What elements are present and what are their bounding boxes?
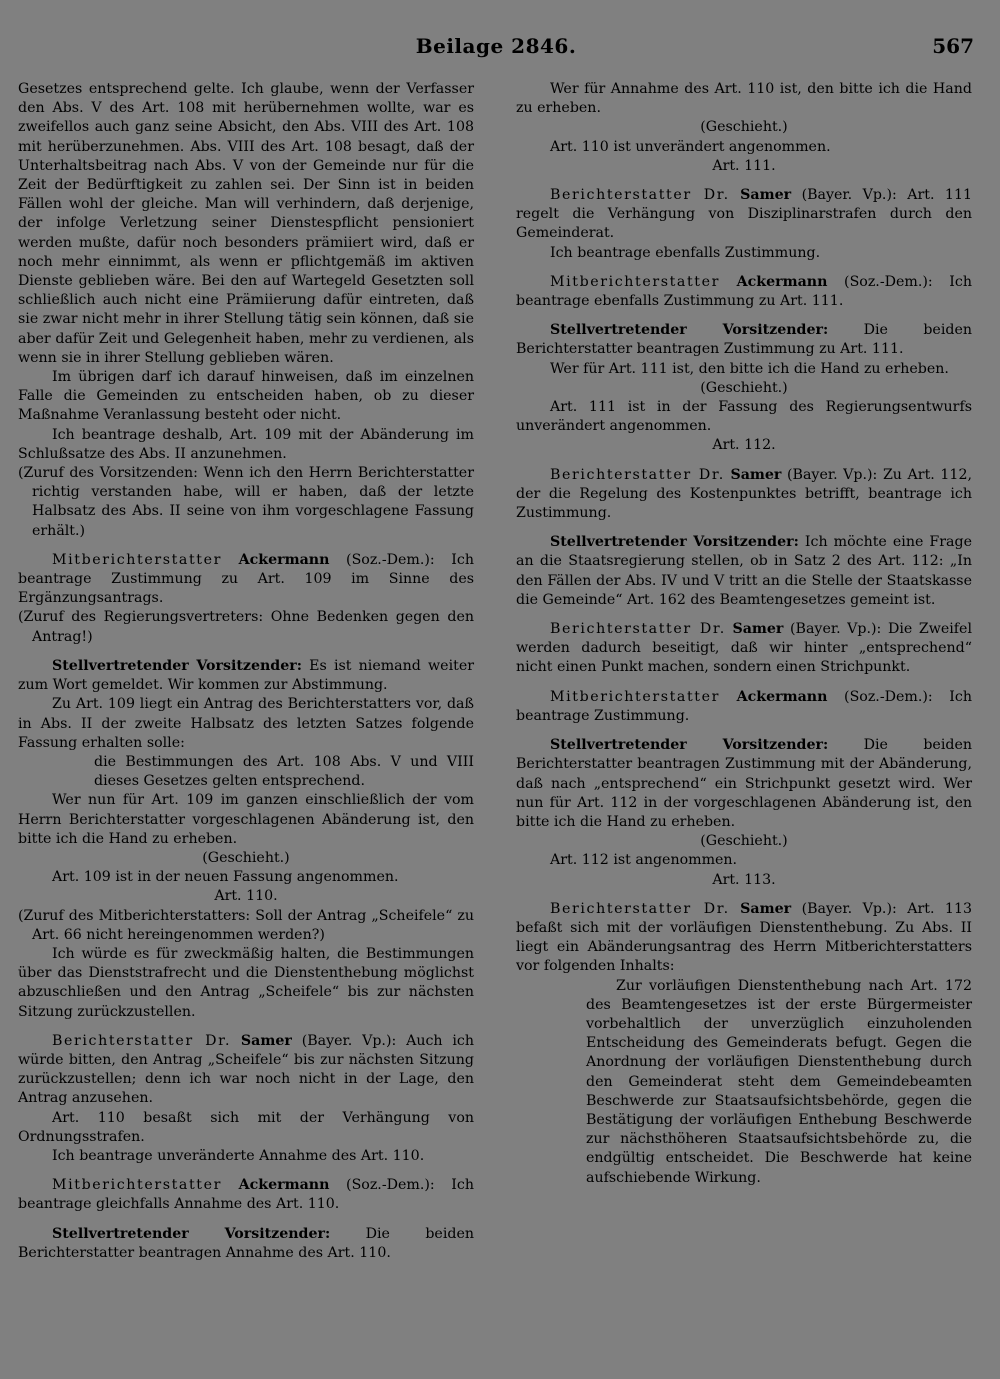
speech xyxy=(18,1176,474,1214)
paragraph: Ich würde es für zweckmäßig halten, die Bestimmungen über das Dienststrafrecht und die Dienstenthebung möglichst abzuschließen und den Antrag „Scheifele“ bis zur nächsten Sitzung zurückzustellen. xyxy=(18,945,474,1020)
speech-text: Die beiden Berichterstatter beantragen Annahme des Art. 110. xyxy=(18,1225,474,1261)
speech xyxy=(516,466,972,524)
speaker-name: Ackermann xyxy=(736,688,828,705)
paragraph: Art. 110 ist unverändert angenommen. xyxy=(550,138,831,155)
paragraph: Zu Art. 109 liegt ein Antrag des Berichterstatters vor, daß in Abs. II der zweite Halbsatz des letzten Satzes folgende Fassung erhalten solle: xyxy=(18,696,474,751)
speech-text: (Bayer. Vp.): Auch ich würde bitten, den Antrag „Scheifele“ bis zur nächsten Sitzung zurückzustellen; denn ich war noch nicht in der Lage, den Antrag anzusehen. xyxy=(18,1032,475,1107)
left-column xyxy=(18,80,474,1263)
speech-text: (Bayer. Vp.): Art. 111 regelt die Verhängung von Disziplinarstrafen durch den Gemeinderat. xyxy=(516,187,972,242)
page-header xyxy=(18,34,974,62)
paragraph: Wer für Annahme des Art. 110 ist, den bitte ich die Hand zu erheben. xyxy=(516,81,972,117)
quoted-text: die Bestimmungen des Art. 108 Abs. V und VIII dieses Gesetzes gelten entsprechend. xyxy=(94,753,474,790)
speech-text: Es ist niemand weiter zum Wort gemeldet. Wir kommen zur Abstimmung. xyxy=(18,657,474,694)
speech-text: (Bayer. Vp.): Die Zweifel werden dadurch beseitigt, daß wir hinter „entsprechend“ nicht einen Punkt machen, sondern einen Strichpunkt. xyxy=(516,621,972,676)
speech xyxy=(516,321,972,359)
interjection: (Zuruf des Mitberichterstatters: Soll der Antrag „Scheifele“ zu Art. 66 nicht hereingenommen werden?) xyxy=(18,907,474,943)
speech xyxy=(18,1225,474,1263)
speech xyxy=(18,657,474,695)
page-number: 567 xyxy=(932,34,974,58)
speech-text: (Soz.-Dem.): Ich beantrage Zustimmung. xyxy=(516,688,972,724)
speaker-role: Berichterstatter Dr. xyxy=(550,466,725,483)
paragraph: Art. 112 ist angenommen. xyxy=(550,852,738,869)
paragraph: Ich beantrage deshalb, Art. 109 mit der Abänderung im Schlußsatze des Abs. II anzunehmen. xyxy=(18,426,474,462)
section-heading: Art. 111. xyxy=(712,157,776,174)
paragraph: Wer für Art. 111 ist, den bitte ich die Hand zu erheben. xyxy=(550,360,949,377)
section-heading: Art. 113. xyxy=(712,871,776,888)
speaker-name: Ackermann xyxy=(238,551,330,568)
speech xyxy=(516,273,972,311)
speech xyxy=(516,533,972,610)
section-heading: Art. 110. xyxy=(214,888,278,905)
speech xyxy=(516,620,972,678)
speech-text: (Bayer. Vp.): Zu Art. 112, der die Regelung des Kostenpunktes betrifft, beantrage ich Zustimmung. xyxy=(516,466,972,522)
paragraph: Art. 109 ist in der neuen Fassung angenommen. xyxy=(52,869,399,886)
speaker-name: Samer xyxy=(732,621,784,638)
action-note: (Geschieht.) xyxy=(700,119,788,136)
paragraph: Ich beantrage ebenfalls Zustimmung. xyxy=(550,244,821,261)
speaker-name: Stellvertretender Vorsitzender: xyxy=(550,322,829,339)
action-note: (Geschieht.) xyxy=(700,379,788,396)
paragraph: Wer nun für Art. 109 im ganzen einschließlich der vom Herrn Berichterstatter vorgeschlagenen Abänderung ist, den bitte ich die Hand zu erheben. xyxy=(18,792,474,847)
speaker-role: Berichterstatter Dr. xyxy=(52,1032,232,1049)
paragraph: Art. 110 besaßt sich mit der Verhängung von Ordnungsstrafen. xyxy=(18,1109,474,1145)
speaker-role: Mitberichterstatter xyxy=(550,273,720,290)
interjection: (Zuruf des Vorsitzenden: Wenn ich den Herrn Berichterstatter richtig verstanden habe, will er haben, daß der letzte Halbsatz des Abs. II seine von ihm vorgeschlagene Fassung erhält.) xyxy=(18,465,474,539)
interjection: (Zuruf des Regierungsvertreters: Ohne Bedenken gegen den Antrag!) xyxy=(18,609,474,645)
speaker-role: Mitberichterstatter xyxy=(52,551,222,568)
speech xyxy=(516,688,972,726)
speech xyxy=(516,186,972,244)
action-note: (Geschieht.) xyxy=(700,833,788,850)
speaker-name: Samer xyxy=(240,1032,292,1049)
speech xyxy=(18,551,474,609)
speaker-name: Stellvertretender Vorsitzender: xyxy=(52,657,302,674)
right-column xyxy=(516,80,972,1188)
paragraph: Art. 111 ist in der Fassung des Regierungsentwurfs unverändert angenommen. xyxy=(516,399,972,435)
speech-text: (Soz.-Dem.): Ich beantrage ebenfalls Zustimmung zu Art. 111. xyxy=(516,273,972,310)
speech xyxy=(516,900,972,977)
speaker-name: Samer xyxy=(740,187,792,204)
speaker-role: Berichterstatter Dr. xyxy=(550,900,730,917)
speech-text: Die beiden Berichterstatter beantragen Zustimmung mit der Abänderung, daß nach „entsprechend“ ein Strichpunkt gesetzt wird. Wer nun für Art. 112 in der vorgeschlagenen Abänderung ist, den bitte ich die Hand zu erheben. xyxy=(516,737,972,830)
speaker-name: Stellvertretender Vorsitzender: xyxy=(550,737,829,754)
action-note: (Geschieht.) xyxy=(202,849,290,866)
speaker-role: Berichterstatter Dr. xyxy=(550,621,726,638)
section-heading: Art. 112. xyxy=(712,437,776,454)
speech-text: (Soz.-Dem.): Ich beantrage gleichfalls Annahme des Art. 110. xyxy=(18,1177,474,1213)
speech-text: Die beiden Berichterstatter beantragen Zustimmung zu Art. 111. xyxy=(516,322,972,358)
speech-text: (Soz.-Dem.): Ich beantrage Zustimmung zu Art. 109 im Sinne des Ergänzungsantrags. xyxy=(18,551,474,607)
paragraph: Gesetzes entsprechend gelte. Ich glaube, wenn der Verfasser den Abs. V des Art. 108 mit herübernehmen wollte, war es zweifellos auch ganz seine Absicht, den Abs. VIII des Art. 108 mit herüberzunehmen. Abs. VIII des Art. 108 besagt, daß der Unterhaltsbeitrag nach Abs. V von der Gemeinde nur für die Zeit der Bedürftigkeit zu zahlen sei. Der Sinn ist in beiden Fällen wohl der gleiche. Man will verhindern, daß derjenige, der infolge Verletzung seiner Dienstespflicht pensioniert werden mußte, dafür noch besonders prämiiert wird, daß er noch mehr einnimmt, als wenn er pflichtgemäß im aktiven Dienste geblieben wäre. Bei den auf Wartegeld Gesetzten soll schließlich auch nicht eine Prämiierung dafür eintreten, daß sie zwar nicht mehr in ihrer Stellung tätig sein können, daß sie aber dafür Zeit und Gelegenheit haben, mehr zu verdienen, als wenn sie in ihrer Stellung geblieben wären. xyxy=(18,81,474,366)
speech-text: (Bayer. Vp.): Art. 113 befaßt sich mit der vorläufigen Dienstenthebung. Zu Abs. II liegt ein Abänderungsantrag des Herrn Mitberichterstatters vor folgenden Inhalts: xyxy=(516,900,972,975)
page-title: Beilage 2846. xyxy=(415,34,577,58)
speech-text: Ich möchte eine Frage an die Staatsregierung stellen, ob in Satz 2 des Art. 112: „In den Fällen der Abs. IV und V tritt an die Stelle der Staatskasse die Gemeinde“ Art. 162 des Beamtengesetzes gemeint ist. xyxy=(516,534,972,608)
paragraph: Ich beantrage unveränderte Annahme des Art. 110. xyxy=(52,1147,425,1164)
speaker-name: Stellvertretender Vorsitzender: xyxy=(52,1225,331,1242)
speaker-name: Stellvertretender Vorsitzender: xyxy=(550,534,799,551)
speech xyxy=(516,736,972,832)
speaker-role: Mitberichterstatter xyxy=(52,1177,222,1194)
speaker-name: Samer xyxy=(740,900,792,917)
speech xyxy=(18,1032,474,1109)
quoted-text: Zur vorläufigen Dienstenthebung nach Art. 172 des Beamtengesetzes ist der erste Bürgermeister vorbehaltlich der unverzüglich einzuholenden Entscheidung des Gemeinderats befugt. Gegen die Anordnung der vorläufigen Dienstenthebung durch den Gemeinderat steht dem Gemeindebeamten Beschwerde zur Staatsaufsichtsbehörde, gegen die Bestätigung der vorläufigen Enthebung Beschwerde zur nächsthöheren Staatsaufsichtsbehörde zu, die endgültig entscheidet. Die Beschwerde hat keine aufschiebende Wirkung. xyxy=(586,977,972,1186)
speaker-name: Samer xyxy=(730,466,782,483)
speaker-role: Mitberichterstatter xyxy=(550,688,720,705)
paragraph: Im übrigen darf ich darauf hinweisen, daß im einzelnen Falle die Gemeinden zu entscheiden haben, ob zu dieser Maßnahme Veranlassung besteht oder nicht. xyxy=(18,369,474,424)
speaker-name: Ackermann xyxy=(736,273,828,290)
speaker-role: Berichterstatter Dr. xyxy=(550,187,730,204)
speaker-name: Ackermann xyxy=(238,1177,330,1194)
